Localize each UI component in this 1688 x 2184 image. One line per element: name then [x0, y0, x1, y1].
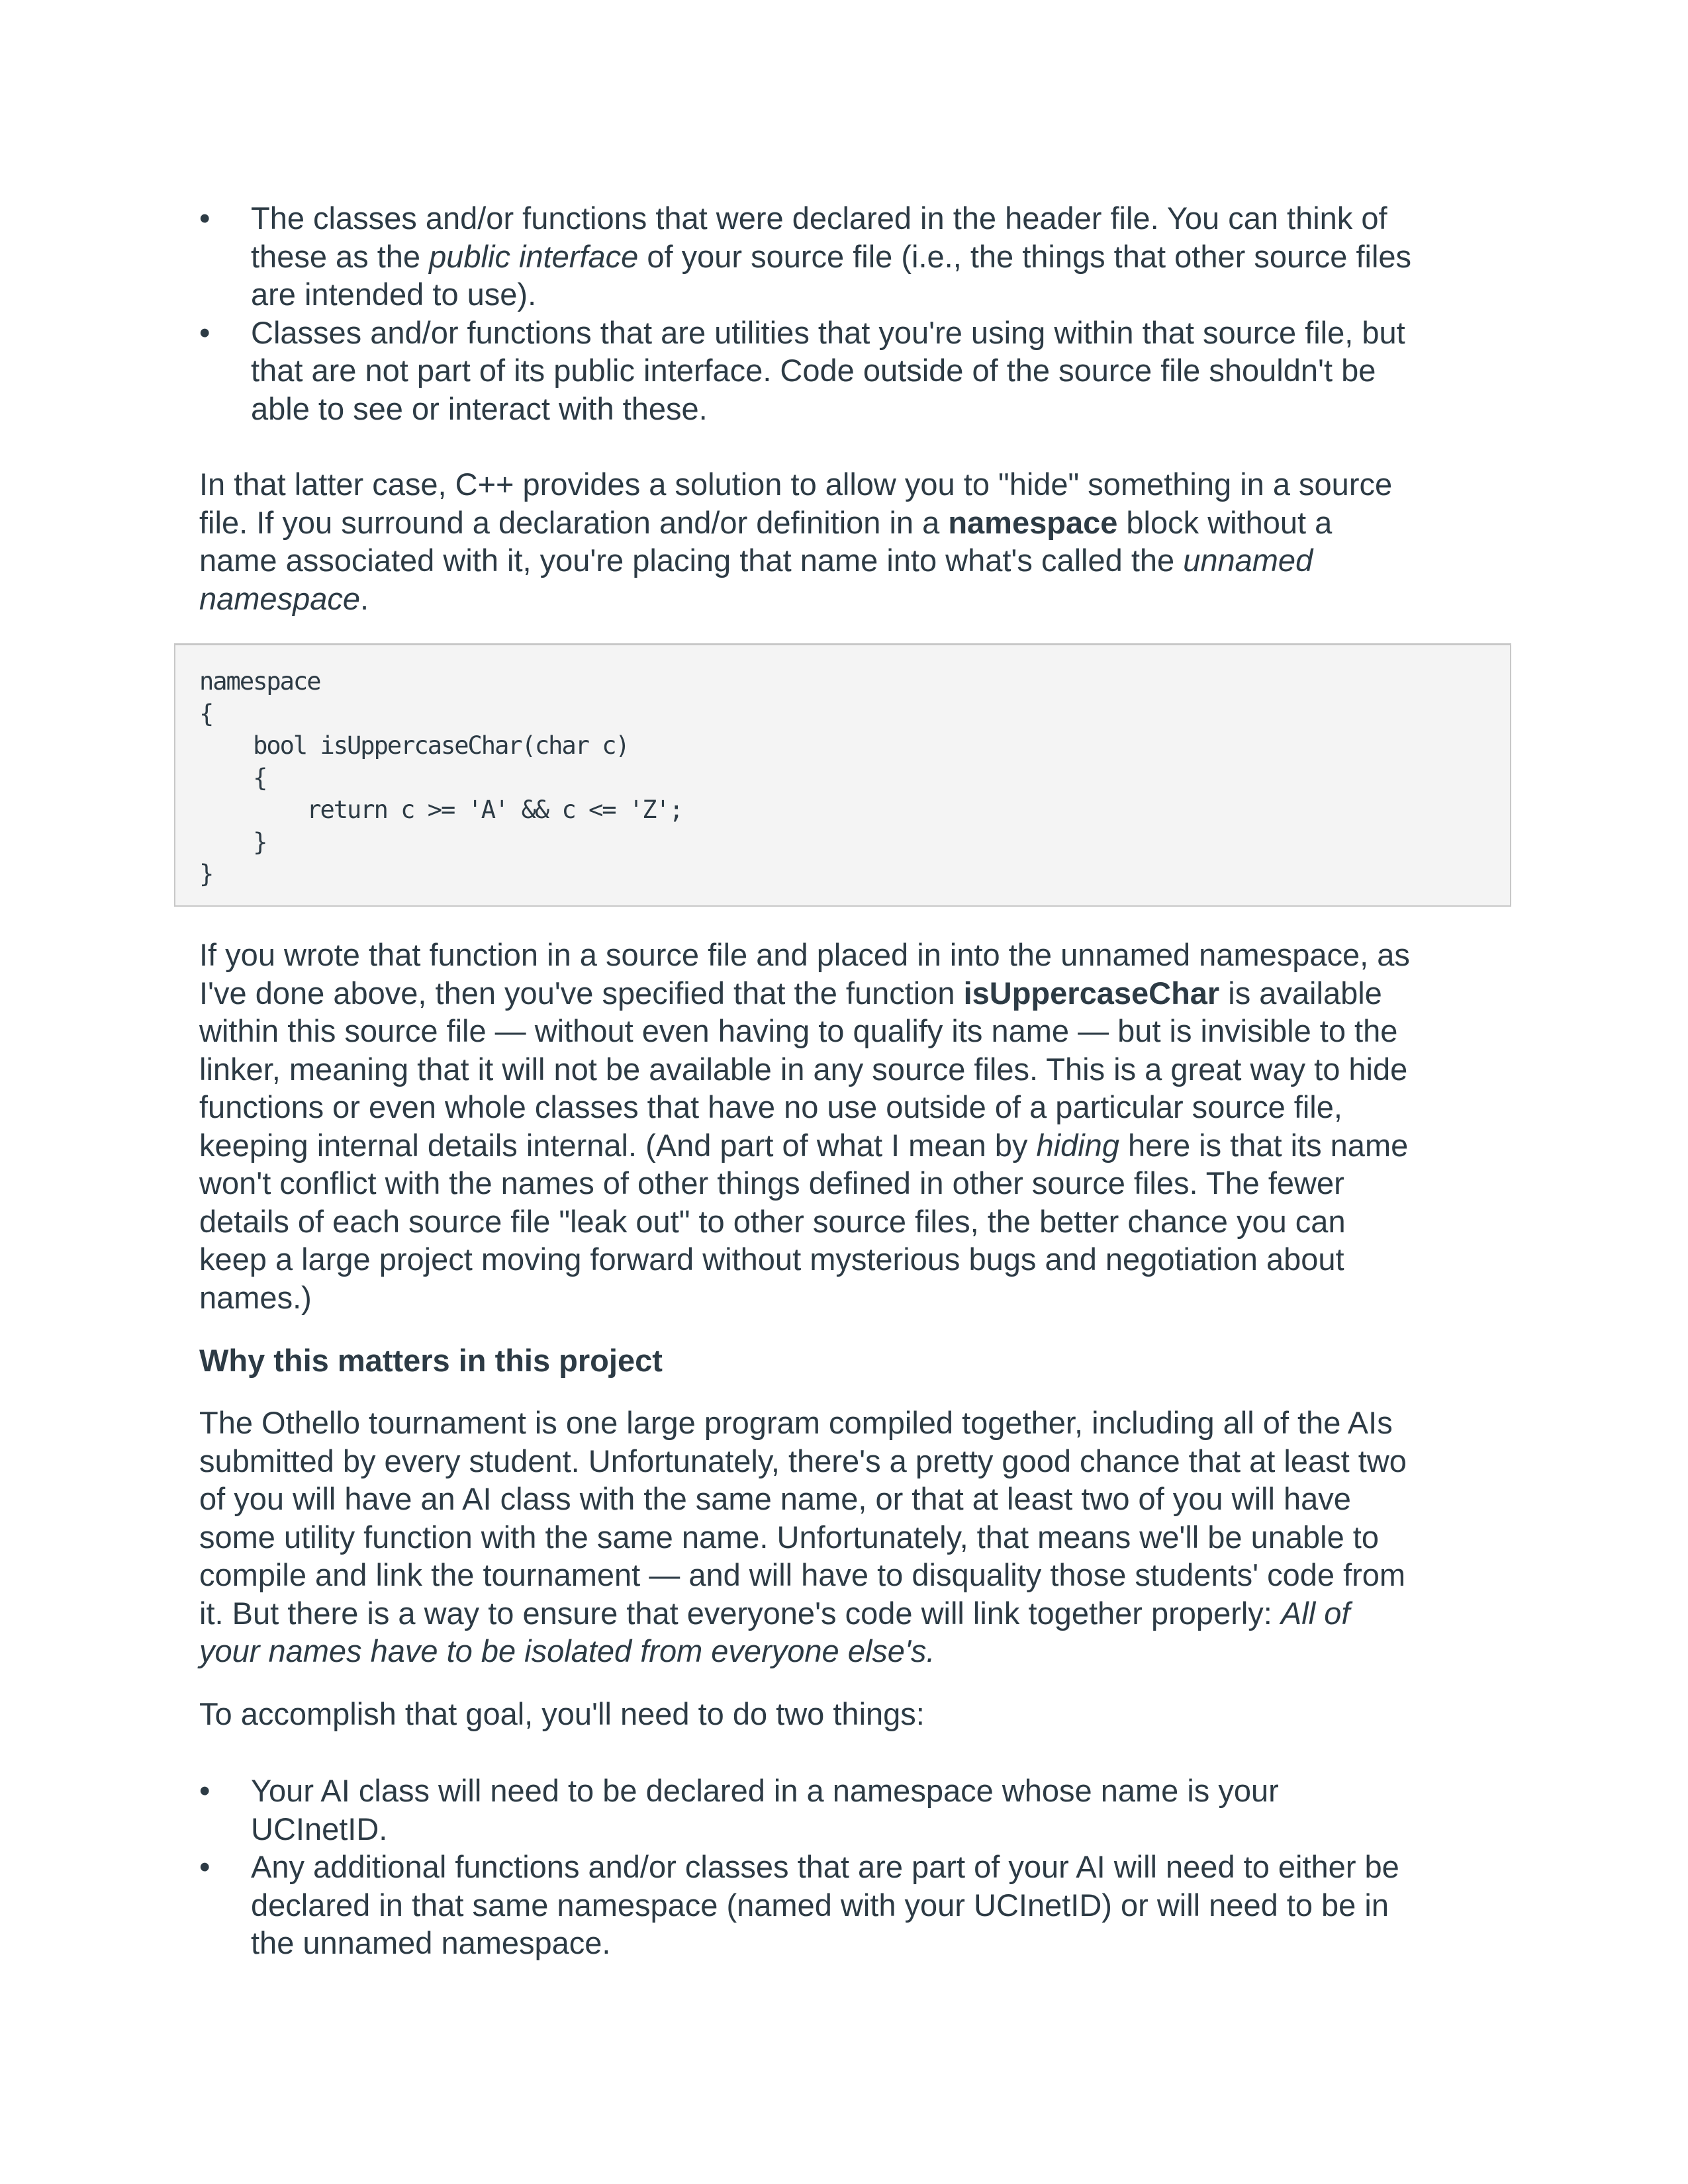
text-run: won't conflict with the names of other things defined in other source files. The fewer [199, 1165, 1344, 1201]
text-run: I've done above, then you've specified that the function [199, 975, 964, 1011]
text-line [199, 1012, 1410, 1050]
code-block [174, 643, 1511, 907]
heading-text: Why this matters in this project [199, 1343, 663, 1378]
text-run: Classes and/or functions that are utilities that you're using within that source file, but [251, 314, 1405, 350]
text-line [199, 504, 1392, 542]
text-run: The Othello tournament is one large program compiled together, including all of the AIs [199, 1405, 1393, 1440]
text-line [251, 1886, 1399, 1925]
text-run: block without a [1117, 504, 1333, 540]
text-line [199, 1164, 1410, 1203]
text-run: of your source file (i.e., the things that other source files [638, 238, 1412, 274]
bullet-icon: • [199, 314, 211, 350]
text-run: UCInetID. [251, 1811, 388, 1846]
text-line [251, 238, 1411, 276]
code-line: bool isUppercaseChar(char c) [199, 731, 629, 760]
text-line [199, 465, 1392, 504]
text-line [251, 1848, 1399, 1886]
text-run: name associated with it, you're placing that name into what's called the [199, 543, 1184, 578]
text-run: To accomplish that goal, you'll need to do two things: [199, 1696, 925, 1731]
bullet-icon: • [199, 201, 211, 236]
text-run: your names have to be isolated from everyone else's. [199, 1633, 935, 1668]
code-line: return c >= 'A' && c <= 'Z'; [199, 796, 682, 824]
text-run: able to see or interact with these. [251, 390, 708, 426]
text-line [199, 1203, 1410, 1241]
text-run: here is that its name [1119, 1127, 1409, 1163]
text-line [199, 541, 1392, 580]
text-line [251, 314, 1411, 352]
text-run: . [360, 580, 369, 616]
text-run: namespace [948, 504, 1118, 540]
list-item [199, 314, 1411, 428]
text-line [199, 1480, 1407, 1518]
text-line [199, 580, 1392, 618]
text-line [251, 351, 1411, 390]
text-line [199, 1518, 1407, 1557]
text-run: it. But there is a way to ensure that everyone's code will link together properly: [199, 1595, 1281, 1631]
text-run: If you wrote that function in a source file and placed in into the unnamed namespace, as [199, 937, 1410, 972]
text-run: these as the [251, 238, 430, 274]
text-run: linker, meaning that it will not be available in any source files. This is a great way to hide [199, 1051, 1408, 1087]
list-item [199, 199, 1411, 314]
text-line [251, 1810, 1399, 1848]
text-run: declared in that same namespace (named with your UCInetID) or will need to be in [251, 1887, 1389, 1923]
section-heading [199, 1342, 663, 1380]
text-run: keeping internal details internal. (And part of what I mean by [199, 1127, 1037, 1163]
text-run: within this source file — without even having to qualify its name — but is invisible to the [199, 1013, 1398, 1048]
text-run: keep a large project moving forward without mysterious bugs and negotiation about [199, 1242, 1344, 1277]
text-run: Your AI class will need to be declared in a namespace whose name is your [251, 1773, 1279, 1808]
text-line [251, 199, 1411, 238]
bullet-icon: • [199, 1849, 211, 1884]
text-run: In that latter case, C++ provides a solution to allow you to "hide" something in a source [199, 467, 1393, 502]
text-line [199, 1088, 1410, 1126]
list-item [199, 1848, 1399, 1962]
bullet-list-top [199, 199, 1411, 428]
code-line: { [199, 763, 267, 792]
code-line: } [199, 827, 267, 856]
text-line [199, 974, 1410, 1013]
code-line: { [199, 699, 213, 728]
text-line [251, 1924, 1399, 1962]
text-run: that are not part of its public interface. Code outside of the source file shouldn't be [251, 353, 1376, 388]
code-line: } [199, 860, 213, 888]
paragraph-goal [199, 1695, 925, 1733]
text-line [251, 275, 1411, 314]
text-line [199, 1404, 1407, 1442]
text-line [199, 1594, 1407, 1633]
paragraph-function-explanation [199, 936, 1410, 1316]
text-run: submitted by every student. Unfortunately, there's a pretty good chance that at least two [199, 1443, 1407, 1479]
text-line [199, 1126, 1410, 1165]
text-run: Any additional functions and/or classes that are part of your AI will need to either be [251, 1849, 1399, 1884]
bullet-list-bottom [199, 1772, 1399, 1962]
text-run: some utility function with the same name. Unfortunately, that means we'll be unable to [199, 1519, 1379, 1555]
text-line [199, 1442, 1407, 1480]
list-item [199, 1772, 1399, 1848]
text-run: are intended to use). [251, 277, 537, 312]
text-line [199, 1050, 1410, 1089]
text-line [199, 936, 1410, 974]
text-run: the unnamed namespace. [251, 1925, 611, 1960]
text-run: names.) [199, 1279, 312, 1315]
text-line [199, 1695, 925, 1733]
text-run: unnamed [1183, 543, 1313, 578]
code-line: namespace [199, 667, 320, 696]
text-run: functions or even whole classes that have no use outside of a particular source file, [199, 1089, 1342, 1124]
text-line [251, 1772, 1399, 1810]
text-run: of you will have an AI class with the same name, or that at least two of you will have [199, 1481, 1351, 1516]
text-run: compile and link the tournament — and will have to disquality those students' code from [199, 1557, 1406, 1592]
text-line [199, 1556, 1407, 1594]
text-run: namespace [199, 580, 360, 616]
text-run: public interface [429, 238, 639, 274]
text-line [199, 1279, 1410, 1317]
text-line [199, 1632, 1407, 1670]
text-run: is available [1219, 975, 1382, 1011]
text-line [199, 1240, 1410, 1279]
text-run: hiding [1036, 1127, 1119, 1163]
text-run: isUppercaseChar [963, 975, 1220, 1011]
text-line [251, 390, 1411, 428]
text-run: The classes and/or functions that were declared in the header file. You can think of [251, 201, 1387, 236]
bullet-icon: • [199, 1773, 211, 1808]
text-run: All of [1280, 1595, 1350, 1631]
paragraph-latter-case [199, 465, 1392, 617]
paragraph-othello [199, 1404, 1407, 1670]
text-run: file. If you surround a declaration and/or definition in a [199, 504, 949, 540]
text-run: details of each source file "leak out" to other source files, the better chance you can [199, 1203, 1346, 1239]
